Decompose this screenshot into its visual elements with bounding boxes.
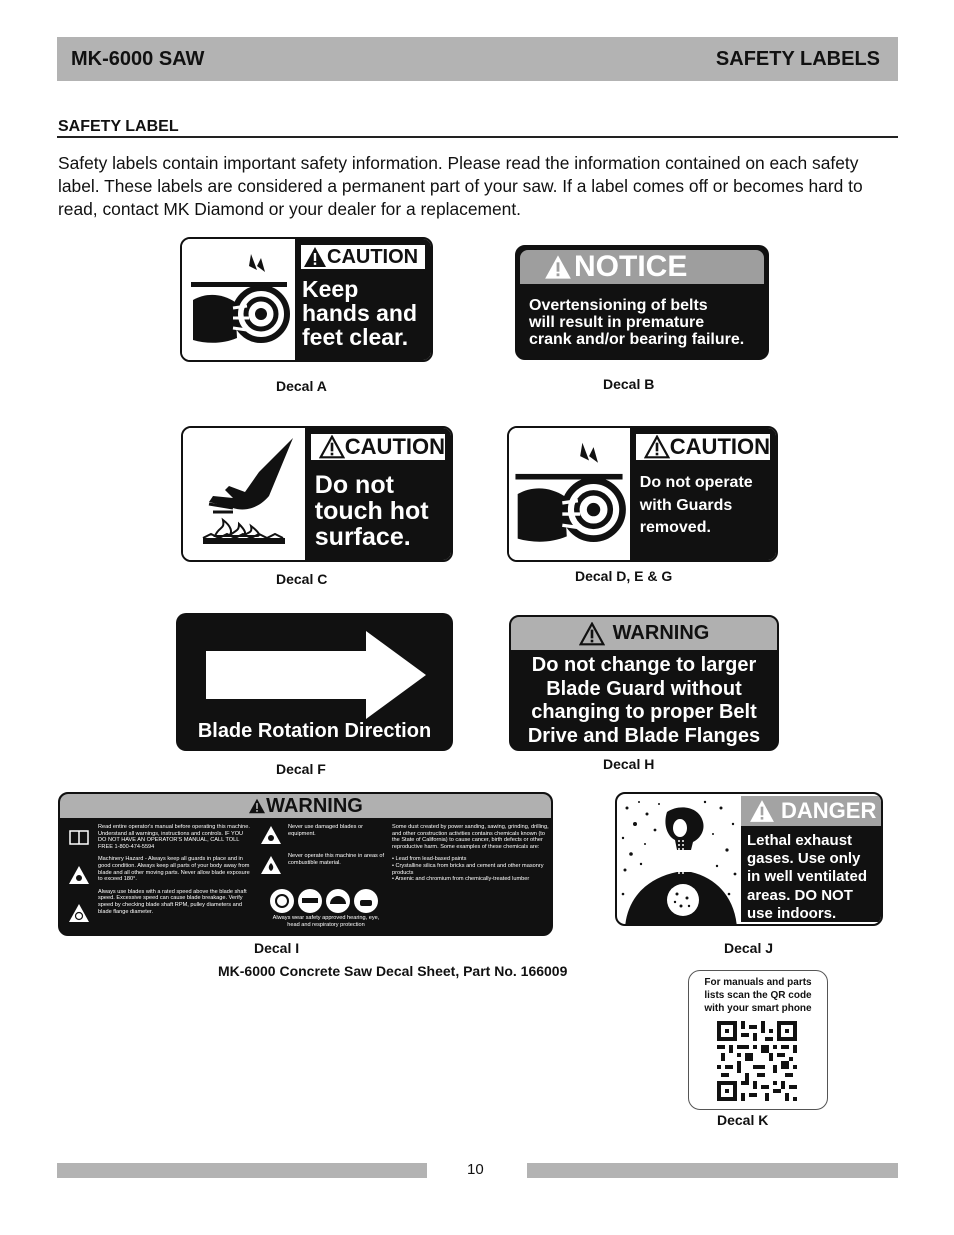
danger-header xyxy=(741,796,883,826)
warning-triangle-icon xyxy=(544,254,572,280)
warning-triangle-outline-icon xyxy=(644,435,670,459)
caution-header xyxy=(299,243,427,271)
warning-triangle-outline-icon xyxy=(579,622,605,646)
decal-j-line2: gases. Use only xyxy=(747,850,861,868)
decal-i-col3-para1: Some dust created by power sanding, sawing, grinding, drilling, and other construction activities contains chemicals known (to the State of California) to cause cancer, birth defects or other reproductive harm. Some examples of these chemicals are: xyxy=(392,824,549,850)
hand-belt-pictogram xyxy=(509,428,630,560)
blade-rotation-label: Blade Rotation Direction xyxy=(197,720,432,742)
decal-h-line4: Drive and Blade Flanges xyxy=(527,724,761,747)
decal-c-caption: Decal C xyxy=(276,571,328,587)
decal-i-col2-para2: Never operate this machine in areas of combustible material. xyxy=(288,853,385,866)
decal-i-col2-para3: Always wear safety approved hearing, eye, head and respiratory protection xyxy=(272,915,380,928)
decal-a-caption: Decal A xyxy=(276,378,327,394)
decal-i-col1-para1: Read entire operator's manual before operating this machine. Understand all warnings, instructions and controls. IF YOU DO NOT HAVE AN OPERATOR'S MANUAL, CALL TOLL FREE 1-800-474-5594 xyxy=(98,824,250,850)
blade-speed-icon xyxy=(68,902,90,924)
decal-i-column-2 xyxy=(288,824,388,872)
danger-label: DANGER xyxy=(781,798,877,823)
decal-k-line3: with your smart phone xyxy=(704,1003,812,1014)
exhaust-fumes-icon xyxy=(617,794,741,926)
damaged-blade-icon xyxy=(260,824,282,846)
decal-j-line1: Lethal exhaust xyxy=(747,832,853,849)
decal-b-caption: Decal B xyxy=(603,376,655,392)
header-title-right: SAFETY LABELS xyxy=(715,47,880,70)
header-bar xyxy=(57,37,898,81)
warning-header xyxy=(60,794,551,818)
qr-code-icon[interactable] xyxy=(717,1021,797,1101)
decal-k xyxy=(688,970,828,1110)
caution-label: CAUTION xyxy=(669,434,770,459)
decal-i xyxy=(58,792,553,936)
decal-i-col1-para3: Always use blades with a rated speed above the blade shaft speed. Excessive speed can cause blade breakage. Verify speed by checking blade shaft RPM, pulley diameters and blade flange diameter. xyxy=(98,888,247,915)
decal-c-line3: surface. xyxy=(314,523,411,551)
decal-h-line2: Blade Guard without xyxy=(546,677,742,700)
footer-bar-left xyxy=(57,1163,427,1178)
decal-i-caption: Decal I xyxy=(254,940,300,956)
warning-label: WARNING xyxy=(612,622,710,644)
decal-j xyxy=(615,792,883,926)
caution-label: CAUTION xyxy=(327,245,419,268)
section-rule xyxy=(57,136,898,138)
decal-c-line2: touch hot xyxy=(314,497,429,525)
decal-i-column-3 xyxy=(392,824,550,883)
decal-j-line3: in well ventilated xyxy=(747,868,868,886)
notice-header xyxy=(520,250,764,284)
decal-f xyxy=(176,613,453,751)
decal-k-line2: lists scan the QR code xyxy=(704,990,812,1001)
decal-i-col3-bullet2: • Crystalline silica from bricks and cement and other masonry products xyxy=(392,862,544,876)
decal-k-line1: For manuals and parts xyxy=(704,977,812,988)
decal-k-caption: Decal K xyxy=(717,1112,769,1128)
hot-surface-icon xyxy=(189,432,299,556)
decal-b-line3: crank and/or bearing failure. xyxy=(529,331,745,348)
decal-j-line5: use indoors. xyxy=(747,904,837,922)
decal-j-caption: Decal J xyxy=(724,940,774,956)
decal-a-line2: hands and xyxy=(302,300,418,326)
decal-h-line1: Do not change to larger xyxy=(531,654,757,676)
decal-b-line1: Overtensioning of belts xyxy=(529,297,708,314)
combustible-icon xyxy=(260,854,282,876)
decal-d-caption: Decal D, E & G xyxy=(575,568,673,584)
caution-header xyxy=(309,432,447,462)
decal-a-line1: Keep xyxy=(302,276,359,302)
decal-i-col3-bullet1: • Lead from lead-based paints xyxy=(392,856,467,863)
decal-sheet-caption: MK-6000 Concrete Saw Decal Sheet, Part No. 166009 xyxy=(218,963,568,979)
decal-h-line3: changing to proper Belt xyxy=(531,701,757,723)
warning-triangle-outline-icon xyxy=(319,435,345,459)
decal-d-line3: removed. xyxy=(639,519,711,536)
decal-b xyxy=(515,245,769,360)
caution-header xyxy=(634,432,772,462)
hand-belt-icon xyxy=(511,436,627,552)
warning-label: WARNING xyxy=(266,794,363,817)
warning-triangle-icon xyxy=(303,246,327,268)
ppe-icons xyxy=(268,888,380,914)
decal-c-line1: Do not xyxy=(314,471,394,499)
machinery-hazard-icon xyxy=(68,864,90,886)
decal-h-caption: Decal H xyxy=(603,756,655,772)
hand-belt-icon xyxy=(187,248,291,352)
page-number: 10 xyxy=(467,1161,484,1178)
footer-bar-right xyxy=(527,1163,898,1178)
decal-i-col2-para1: Never use damaged blades or equipment. xyxy=(288,824,363,837)
hand-belt-pictogram xyxy=(182,239,295,360)
decal-a xyxy=(180,237,433,362)
hot-surface-pictogram xyxy=(183,428,305,560)
decal-a-line3: feet clear. xyxy=(302,324,409,350)
decal-h xyxy=(509,615,779,751)
decal-d xyxy=(507,426,778,562)
decal-j-line4: areas. DO NOT xyxy=(747,886,853,904)
decal-f-caption: Decal F xyxy=(276,761,326,777)
manual-book-icon xyxy=(68,826,90,848)
header-title-left: MK-6000 SAW xyxy=(71,47,205,70)
warning-triangle-icon xyxy=(248,798,266,814)
decal-d-line2: with Guards xyxy=(639,496,733,514)
notice-label: NOTICE xyxy=(574,250,688,283)
rotation-arrow-icon xyxy=(176,623,453,723)
decal-b-line2: will result in premature xyxy=(529,314,705,331)
decal-i-col1-para2: Machinery Hazard - Always keep all guards in place and in good condition. Always keep all parts of your body away from blade and all other moving parts. Never allow blade exposure to exceed 180°. xyxy=(98,856,250,883)
intro-paragraph: Safety labels contain important safety information. Please read the information contained on each safety label. These labels are considered a permanent part of your saw. If a label comes off or becomes hard to read, contact MK Diamond or your dealer for a replacement. xyxy=(58,153,863,219)
decal-i-col3-bullet3: • Arsenic and chromium from chemically-treated lumber xyxy=(392,876,530,883)
decal-d-line1: Do not operate xyxy=(639,474,753,491)
decal-i-column-1 xyxy=(98,824,250,921)
section-title: SAFETY LABEL xyxy=(58,118,179,135)
warning-triangle-icon xyxy=(749,799,775,823)
caution-label: CAUTION xyxy=(344,434,445,459)
decal-c xyxy=(181,426,453,562)
warning-header xyxy=(511,617,777,650)
